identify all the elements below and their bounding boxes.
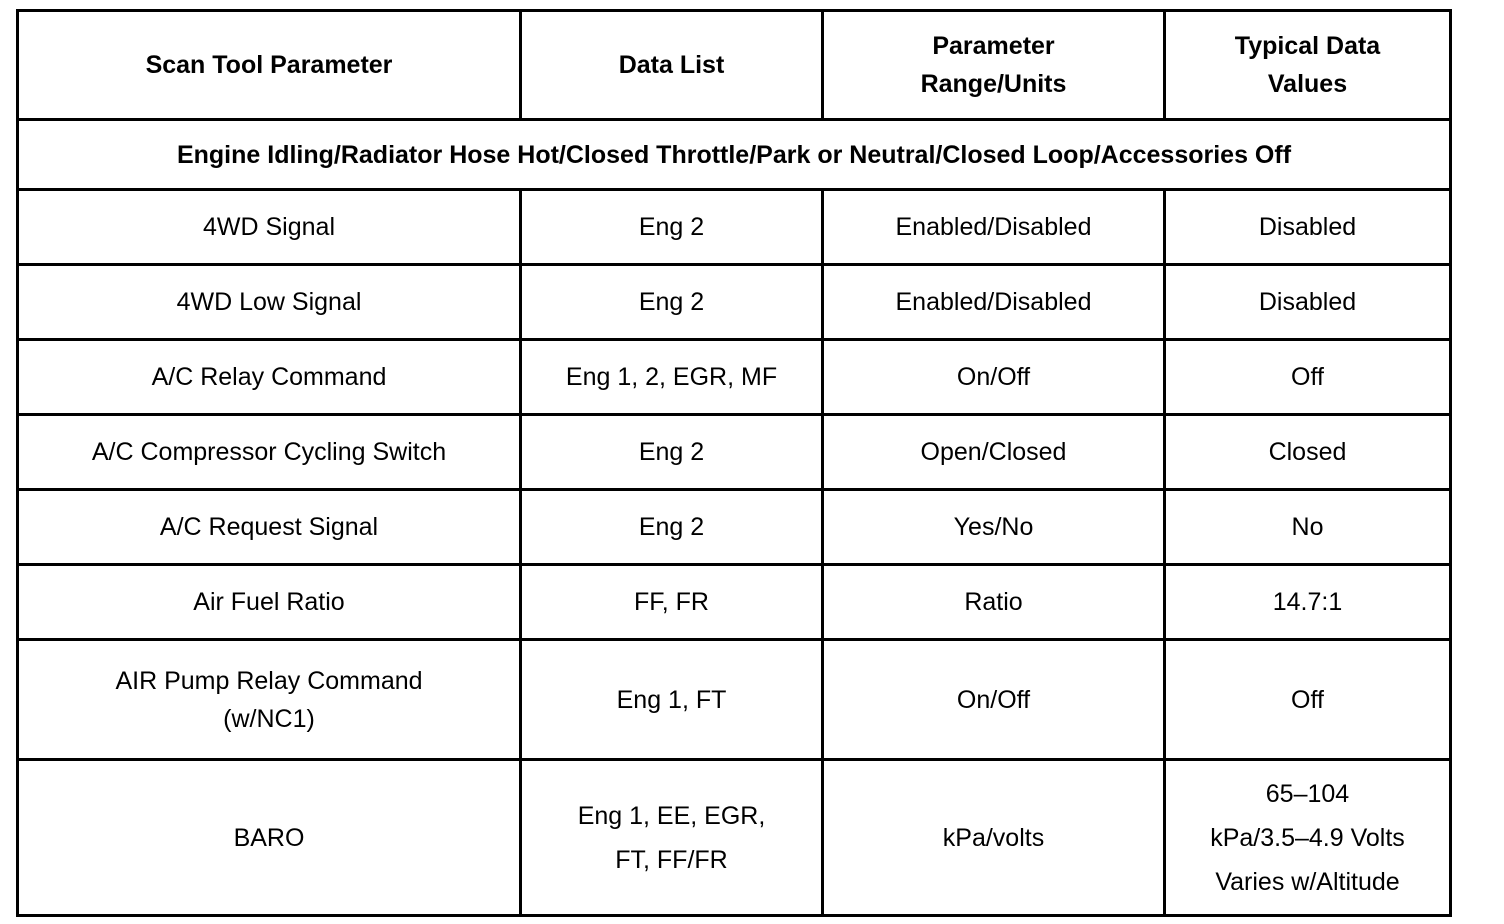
table-row xyxy=(18,340,1451,415)
cell-typical-line2: kPa/3.5–4.9 Volts xyxy=(1210,823,1405,852)
cell-data-list: FF, FR xyxy=(521,565,823,640)
table-row xyxy=(18,640,1451,760)
header-scan-tool-parameter: Scan Tool Parameter xyxy=(18,11,521,120)
header-typical-data-values xyxy=(1165,11,1451,120)
table-row xyxy=(18,760,1451,916)
condition-row xyxy=(18,120,1451,190)
cell-typical-line3: Varies w/Altitude xyxy=(1215,867,1400,896)
cell-typical: 14.7:1 xyxy=(1165,565,1451,640)
scan-tool-data-table xyxy=(16,9,1452,917)
table-row xyxy=(18,565,1451,640)
cell-parameter: A/C Request Signal xyxy=(18,490,521,565)
cell-parameter: A/C Compressor Cycling Switch xyxy=(18,415,521,490)
cell-range: On/Off xyxy=(823,340,1165,415)
cell-data-list xyxy=(521,760,823,916)
cell-data-list-line2: FT, FF/FR xyxy=(615,845,728,874)
cell-typical: Disabled xyxy=(1165,265,1451,340)
cell-parameter: Air Fuel Ratio xyxy=(18,565,521,640)
cell-parameter: 4WD Low Signal xyxy=(18,265,521,340)
cell-parameter-line1: AIR Pump Relay Command xyxy=(115,666,423,695)
cell-parameter-line2: (w/NC1) xyxy=(223,704,315,733)
cell-range: kPa/volts xyxy=(823,760,1165,916)
header-typical-line1: Typical Data xyxy=(1234,32,1381,60)
table-row xyxy=(18,490,1451,565)
cell-range: Yes/No xyxy=(823,490,1165,565)
cell-range: Ratio xyxy=(823,565,1165,640)
cell-data-list: Eng 2 xyxy=(521,190,823,265)
cell-parameter: 4WD Signal xyxy=(18,190,521,265)
header-range-line2: Range/Units xyxy=(920,70,1067,98)
cell-data-list: Eng 2 xyxy=(521,490,823,565)
cell-parameter: BARO xyxy=(18,760,521,916)
cell-range: Open/Closed xyxy=(823,415,1165,490)
cell-typical: Disabled xyxy=(1165,190,1451,265)
header-data-list: Data List xyxy=(521,11,823,120)
cell-data-list: Eng 2 xyxy=(521,265,823,340)
header-parameter-range-units xyxy=(823,11,1165,120)
cell-data-list: Eng 2 xyxy=(521,415,823,490)
cell-typical: Closed xyxy=(1165,415,1451,490)
cell-range: On/Off xyxy=(823,640,1165,760)
table-header-row xyxy=(18,11,1451,120)
cell-typical: No xyxy=(1165,490,1451,565)
cell-range: Enabled/Disabled xyxy=(823,265,1165,340)
cell-range: Enabled/Disabled xyxy=(823,190,1165,265)
header-range-line1: Parameter xyxy=(932,32,1055,60)
cell-typical: Off xyxy=(1165,640,1451,760)
header-typical-line2: Values xyxy=(1267,70,1348,98)
cell-typical-line1: 65–104 xyxy=(1265,779,1350,808)
cell-data-list: Eng 1, 2, EGR, MF xyxy=(521,340,823,415)
cell-data-list-line1: Eng 1, EE, EGR, xyxy=(577,801,766,830)
table-row xyxy=(18,265,1451,340)
cell-parameter: A/C Relay Command xyxy=(18,340,521,415)
cell-typical xyxy=(1165,760,1451,916)
table-row xyxy=(18,190,1451,265)
cell-typical: Off xyxy=(1165,340,1451,415)
table-row xyxy=(18,415,1451,490)
cell-data-list: Eng 1, FT xyxy=(521,640,823,760)
condition-text: Engine Idling/Radiator Hose Hot/Closed Throttle/Park or Neutral/Closed Loop/Accessories Off xyxy=(18,120,1451,190)
cell-parameter xyxy=(18,640,521,760)
